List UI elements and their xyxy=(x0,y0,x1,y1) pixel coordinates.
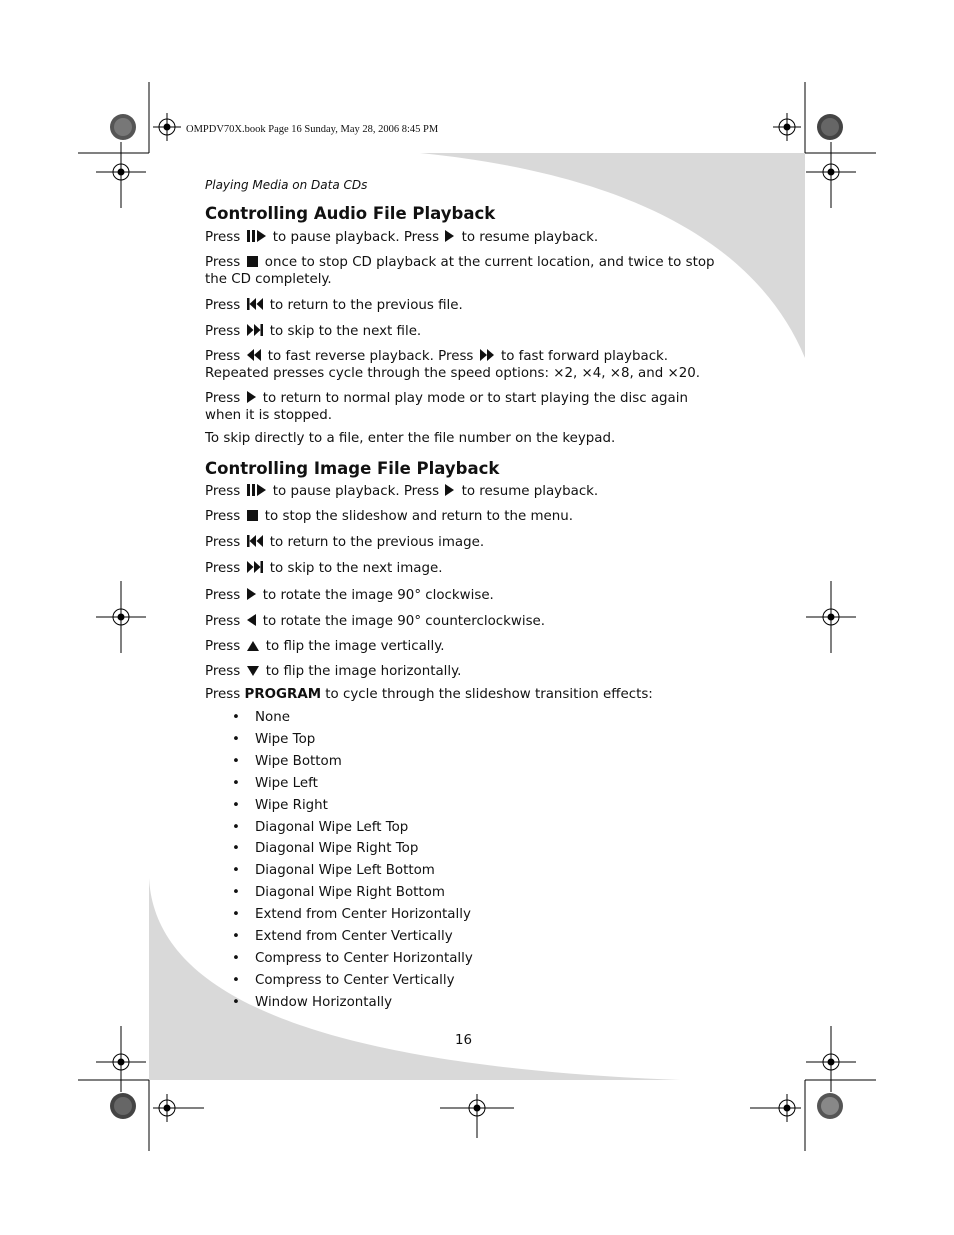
list-item: Wipe Right xyxy=(255,798,328,813)
image-next-line xyxy=(205,560,443,577)
image-resume-text: to resume playback. xyxy=(461,484,599,499)
image-program-line xyxy=(205,686,653,703)
audio-previous-line xyxy=(205,297,463,314)
press-text: Press xyxy=(205,298,241,313)
audio-forward-text: to fast forward playback. Repeated presses cycle through the speed options: ×2, ×4, ×8, and ×20. xyxy=(205,349,700,381)
down-icon xyxy=(247,666,259,676)
stop-icon xyxy=(247,510,258,521)
next-icon xyxy=(247,561,263,573)
fast-reverse-icon xyxy=(247,349,261,361)
bullet-dot: • xyxy=(232,951,240,966)
page-number: 16 xyxy=(455,1033,473,1048)
press-text: Press xyxy=(205,614,241,629)
audio-pause-text: to pause playback. Press xyxy=(272,230,440,245)
list-item: Extend from Center Vertically xyxy=(255,929,453,944)
list-item: Compress to Center Vertically xyxy=(255,973,455,988)
image-pause-text: to pause playback. Press xyxy=(272,484,440,499)
press-text: Press xyxy=(205,664,241,679)
image-previous-line xyxy=(205,534,484,551)
press-text: Press xyxy=(205,255,241,270)
list-item: Wipe Bottom xyxy=(255,754,342,769)
bullet-dot: • xyxy=(232,973,240,988)
press-text: Press xyxy=(205,535,241,550)
bullet-dot: • xyxy=(232,907,240,922)
image-rotate-cw-text: to rotate the image 90° clockwise. xyxy=(262,588,494,603)
previous-icon xyxy=(247,535,263,547)
press-text: Press xyxy=(205,349,241,364)
list-item: Extend from Center Horizontally xyxy=(255,907,471,922)
press-text: Press xyxy=(205,230,241,245)
press-text: Press xyxy=(205,324,241,339)
press-text: Press xyxy=(205,588,241,603)
stop-icon xyxy=(247,256,258,267)
image-pause-line xyxy=(205,483,598,500)
audio-play-text: to return to normal play mode or to start playing the disc again when it is stopped. xyxy=(205,391,688,423)
play-icon xyxy=(247,588,256,600)
list-item: Wipe Left xyxy=(255,776,318,791)
list-item: Wipe Top xyxy=(255,732,316,747)
image-flip-v-text: to flip the image vertically. xyxy=(265,639,445,654)
bullet-dot: • xyxy=(232,710,240,725)
press-text: Press xyxy=(205,391,241,406)
image-program-text: to cycle through the slideshow transition effects: xyxy=(325,687,653,702)
play-icon xyxy=(445,230,454,242)
fast-forward-icon xyxy=(480,349,494,361)
bullet-dot: • xyxy=(232,754,240,769)
program-key-label: PROGRAM xyxy=(244,687,322,702)
press-text: Press xyxy=(205,509,241,524)
list-item: Compress to Center Horizontally xyxy=(255,951,473,966)
list-item: Diagonal Wipe Right Top xyxy=(255,841,419,856)
press-text: Press xyxy=(205,561,241,576)
list-item: Diagonal Wipe Left Top xyxy=(255,820,409,835)
up-icon xyxy=(247,641,259,651)
image-section-title: Controlling Image File Playback xyxy=(205,459,500,478)
list-item: Diagonal Wipe Left Bottom xyxy=(255,863,435,878)
file-stamp: OMPDV70X.book Page 16 Sunday, May 28, 2006 8:45 PM xyxy=(186,124,439,135)
list-item: Window Horizontally xyxy=(255,995,393,1010)
pause-play-icon xyxy=(247,230,266,242)
audio-next-line xyxy=(205,323,421,340)
play-icon xyxy=(247,391,256,403)
audio-next-text: to skip to the next file. xyxy=(269,324,422,339)
image-rotate-ccw-text: to rotate the image 90° counterclockwise. xyxy=(262,614,546,629)
bullet-dot: • xyxy=(232,776,240,791)
bullet-dot: • xyxy=(232,863,240,878)
pause-play-icon xyxy=(247,484,266,496)
image-flip-v-line xyxy=(205,638,445,655)
bullet-dot: • xyxy=(232,820,240,835)
press-text: Press xyxy=(205,484,241,499)
running-head: Playing Media on Data CDs xyxy=(205,178,368,192)
image-previous-text: to return to the previous image. xyxy=(269,535,485,550)
image-flip-h-text: to flip the image horizontally. xyxy=(265,664,462,679)
image-rotate-ccw-line xyxy=(205,613,545,630)
press-text: Press xyxy=(205,687,241,702)
bullet-dot: • xyxy=(232,798,240,813)
left-icon xyxy=(247,614,256,626)
audio-keypad-line: To skip directly to a file, enter the file number on the keypad. xyxy=(205,431,616,446)
image-stop-line xyxy=(205,508,573,525)
audio-stop-line xyxy=(205,254,725,288)
next-icon xyxy=(247,324,263,336)
audio-pause-line xyxy=(205,229,598,246)
list-item: None xyxy=(255,710,290,725)
image-rotate-cw-line xyxy=(205,587,494,604)
audio-stop-text: once to stop CD playback at the current location, and twice to stop the CD completely. xyxy=(205,255,715,287)
bullet-dot: • xyxy=(232,929,240,944)
audio-previous-text: to return to the previous file. xyxy=(269,298,463,313)
audio-play-line xyxy=(205,390,725,424)
image-flip-h-line xyxy=(205,663,461,680)
audio-section-title: Controlling Audio File Playback xyxy=(205,204,496,223)
image-next-text: to skip to the next image. xyxy=(269,561,443,576)
press-text: Press xyxy=(205,639,241,654)
play-icon xyxy=(445,484,454,496)
list-item: Diagonal Wipe Right Bottom xyxy=(255,885,445,900)
audio-speed-line xyxy=(205,348,725,382)
bullet-dot: • xyxy=(232,885,240,900)
audio-reverse-text: to fast reverse playback. Press xyxy=(267,349,474,364)
previous-icon xyxy=(247,298,263,310)
image-stop-text: to stop the slideshow and return to the menu. xyxy=(264,509,574,524)
bullet-dot: • xyxy=(232,995,240,1010)
audio-resume-text: to resume playback. xyxy=(461,230,599,245)
bullet-dot: • xyxy=(232,732,240,747)
bullet-dot: • xyxy=(232,841,240,856)
